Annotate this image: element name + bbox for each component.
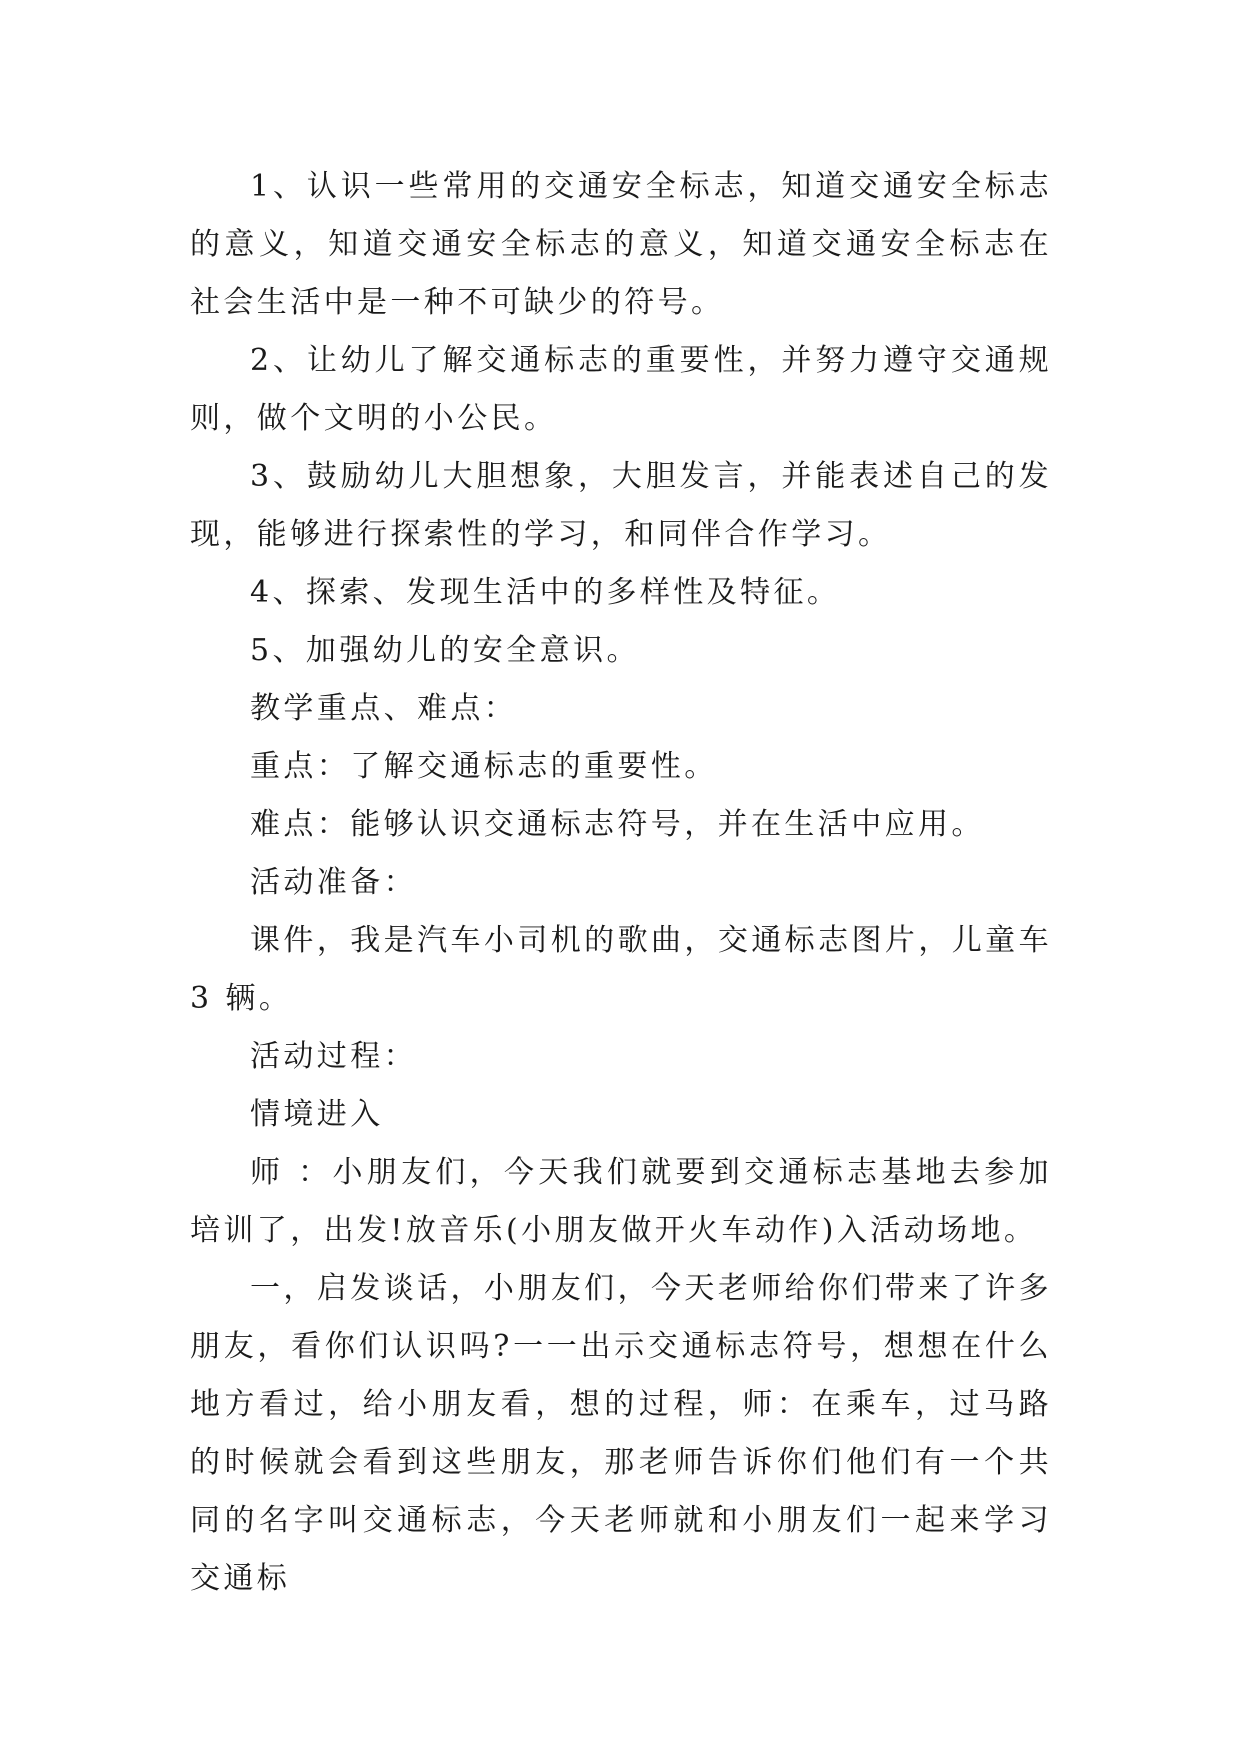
paragraph-objective-5: 5、加强幼儿的安全意识。 [250,633,640,668]
heading-preparation: 活动准备： [250,865,417,900]
paragraph-teacher-intro: 师 ：小朋友们，今天我们就要到交通标志基地去参加培训了，出发!放音乐(小朋友做开火车动作)入活动场地。 [190,1155,1052,1248]
paragraph-objective-3: 3、鼓励幼儿大胆想象，大胆发言，并能表述自己的发现，能够进行探索性的学习，和同伴合作学习。 [190,459,1052,552]
paragraph-objective-2: 2、让幼儿了解交通标志的重要性，并努力遵守交通规则，做个文明的小公民。 [190,343,1052,436]
paragraph-difficulty: 难点：能够认识交通标志符号，并在生活中应用。 [250,807,985,842]
paragraph-key-point: 重点：了解交通标志的重要性。 [250,749,718,784]
heading-process: 活动过程： [250,1039,417,1074]
heading-scenario: 情境进入 [250,1097,384,1132]
heading-key-points: 教学重点、难点： [250,691,518,726]
paragraph-objective-1: 1、认识一些常用的交通安全标志，知道交通安全标志的意义，知道交通安全标志的意义，知道交通安全标志在社会生活中是一种不可缺少的符号。 [190,169,1052,320]
paragraph-materials: 课件，我是汽车小司机的歌曲，交通标志图片，儿童车 3 辆。 [190,923,1052,1016]
paragraph-discussion: 一，启发谈话，小朋友们，今天老师给你们带来了许多朋友，看你们认识吗?一一出示交通标志符号，想想在什么地方看过，给小朋友看，想的过程，师：在乘车，过马路的时候就会看到这些朋友，那老师告诉你们他们有一个共同的名字叫交通标志，今天老师就和小朋友们一起来学习交通标 [190,1271,1052,1596]
document-body [190,158,1052,1608]
paragraph-objective-4: 4、探索、发现生活中的多样性及特征。 [250,575,841,610]
